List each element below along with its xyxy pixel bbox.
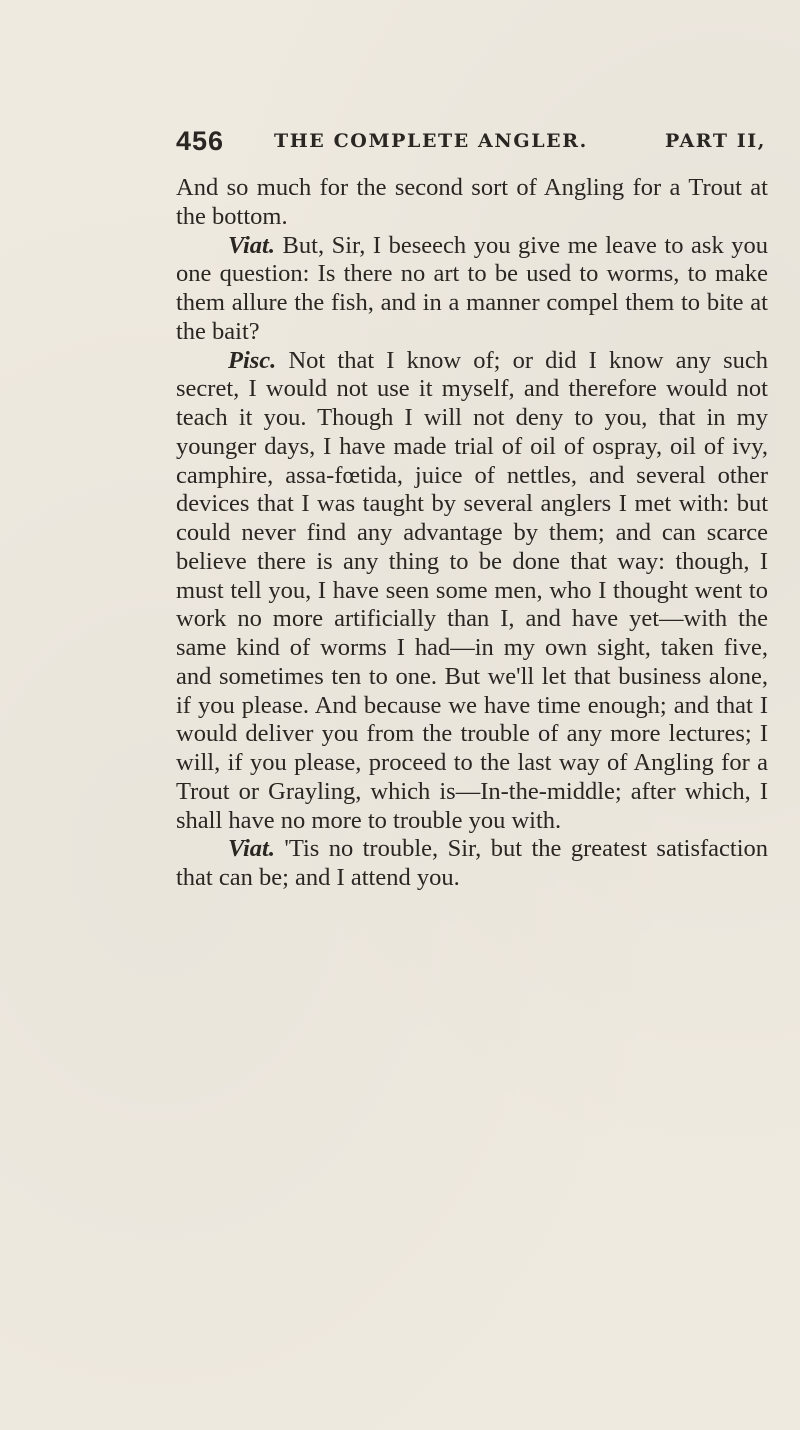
paragraph-text: But, Sir, I beseech you give me leave to ask you one question: Is there no art to be used to worms, to make them allure the fish, and in a manner compel them to bite at the bait? [176,231,769,345]
paragraph [176,174,768,232]
body-text [176,174,768,893]
paragraph [176,347,768,836]
paragraph [176,232,768,347]
paragraph-text: Not that I know of; or did I know any such secret, I would not use it myself, and therefore would not teach it you. Though I will not deny to you, that in my younger days, I have made trial of oil of ospray, oil of ivy, camphire, assa-fœtida, juice of nettles, and several other devices that I was taught by several anglers I met with: but could never find any advantage by them; and can scarce believe there is any thing to be done that way: though, I must tell you, I have seen some men, who I thought went to work no more artificially than I, and have yet—with the same kind of worms I had—in my own sight, taken five, and sometimes ten to one. But we'll let that business alone, if you please. And because we have time enough; and that I would deliver you from the trouble of any more lectures; I will, if you please, proceed to the last way of Angling for a Trout or Grayling, which is—In-the-middle; after which, I shall have no more to trouble you with. [176,346,769,834]
paragraph [176,835,768,893]
speaker-label: Viat. [228,231,275,259]
page-header [176,126,766,162]
running-title: THE COMPLETE ANGLER. [274,130,588,152]
page-number: 456 [176,126,225,156]
speaker-label: Viat. [228,835,275,863]
paragraph-text: And so much for the second sort of Angling for a Trout at the bottom. [176,174,768,230]
speaker-label: Pisc. [228,346,277,374]
paragraph-text: 'Tis no trouble, Sir, but the greatest satisfaction that can be; and I attend you. [176,835,769,891]
part-label: PART II, [664,130,766,152]
